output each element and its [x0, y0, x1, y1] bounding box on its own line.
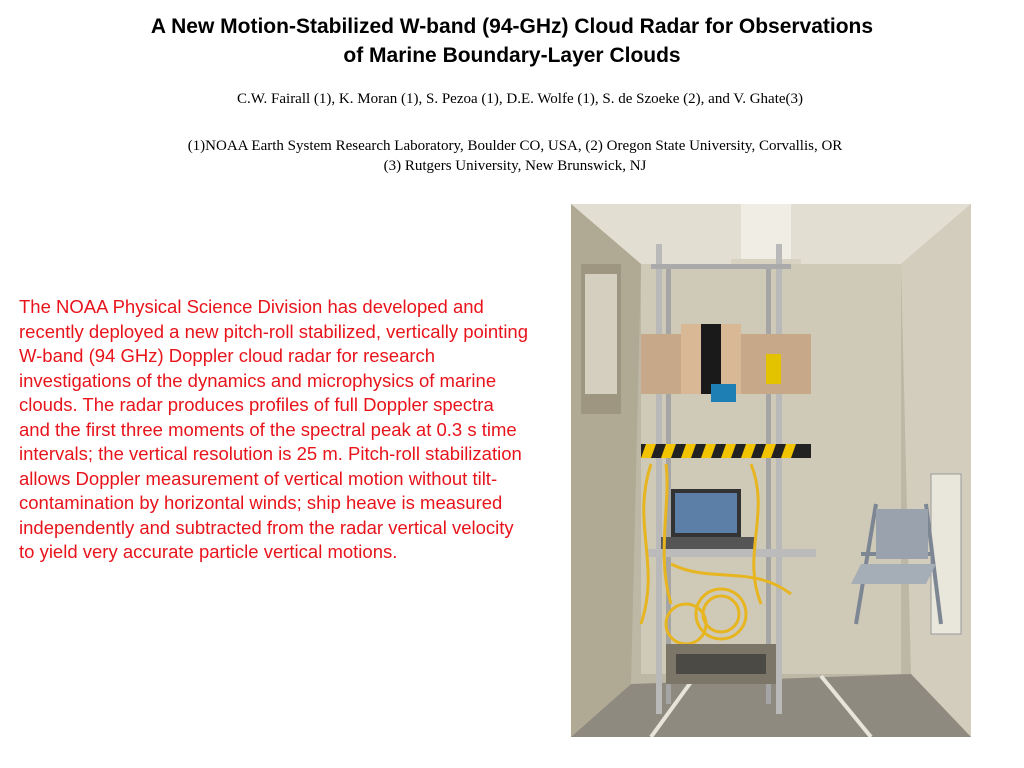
title-line-1: A New Motion-Stabilized W-band (94-GHz) Cloud Radar for Observations	[150, 15, 874, 38]
title-line-2: of Marine Boundary-Layer Clouds	[343, 44, 681, 67]
affiliation-line-1: (1)NOAA Earth System Research Laboratory, Boulder CO, USA, (2) Oregon State University, Corvallis, OR	[187, 138, 843, 154]
author-list: C.W. Fairall (1), K. Moran (1), S. Pezoa (1), D.E. Wolfe (1), S. de Szoeke (2), and V. Ghate(3)	[236, 91, 804, 107]
affiliations	[0, 136, 1024, 176]
description-paragraph: The NOAA Physical Science Division has developed and recently deployed a new pitch-roll stabilized, vertically pointing W-band (94 GHz) Doppler cloud radar for research investigations of the dynamics and microphysics of marine clouds. The radar produces profiles of full Doppler spectra and the first three moments of the spectral peak at 0.3 s time intervals; the vertical resolution is 25 m. Pitch-roll stabilization allows Doppler measurement of vertical motion without tilt-contamination by horizontal winds; ship heave is measured independently and subtracted from the radar vertical velocity to yield very accurate particle vertical motions.	[19, 296, 529, 562]
affiliation-line-2: (3) Rutgers University, New Brunswick, NJ	[383, 158, 647, 174]
radar-installation-photo	[571, 204, 971, 737]
slide-title	[0, 12, 1024, 70]
